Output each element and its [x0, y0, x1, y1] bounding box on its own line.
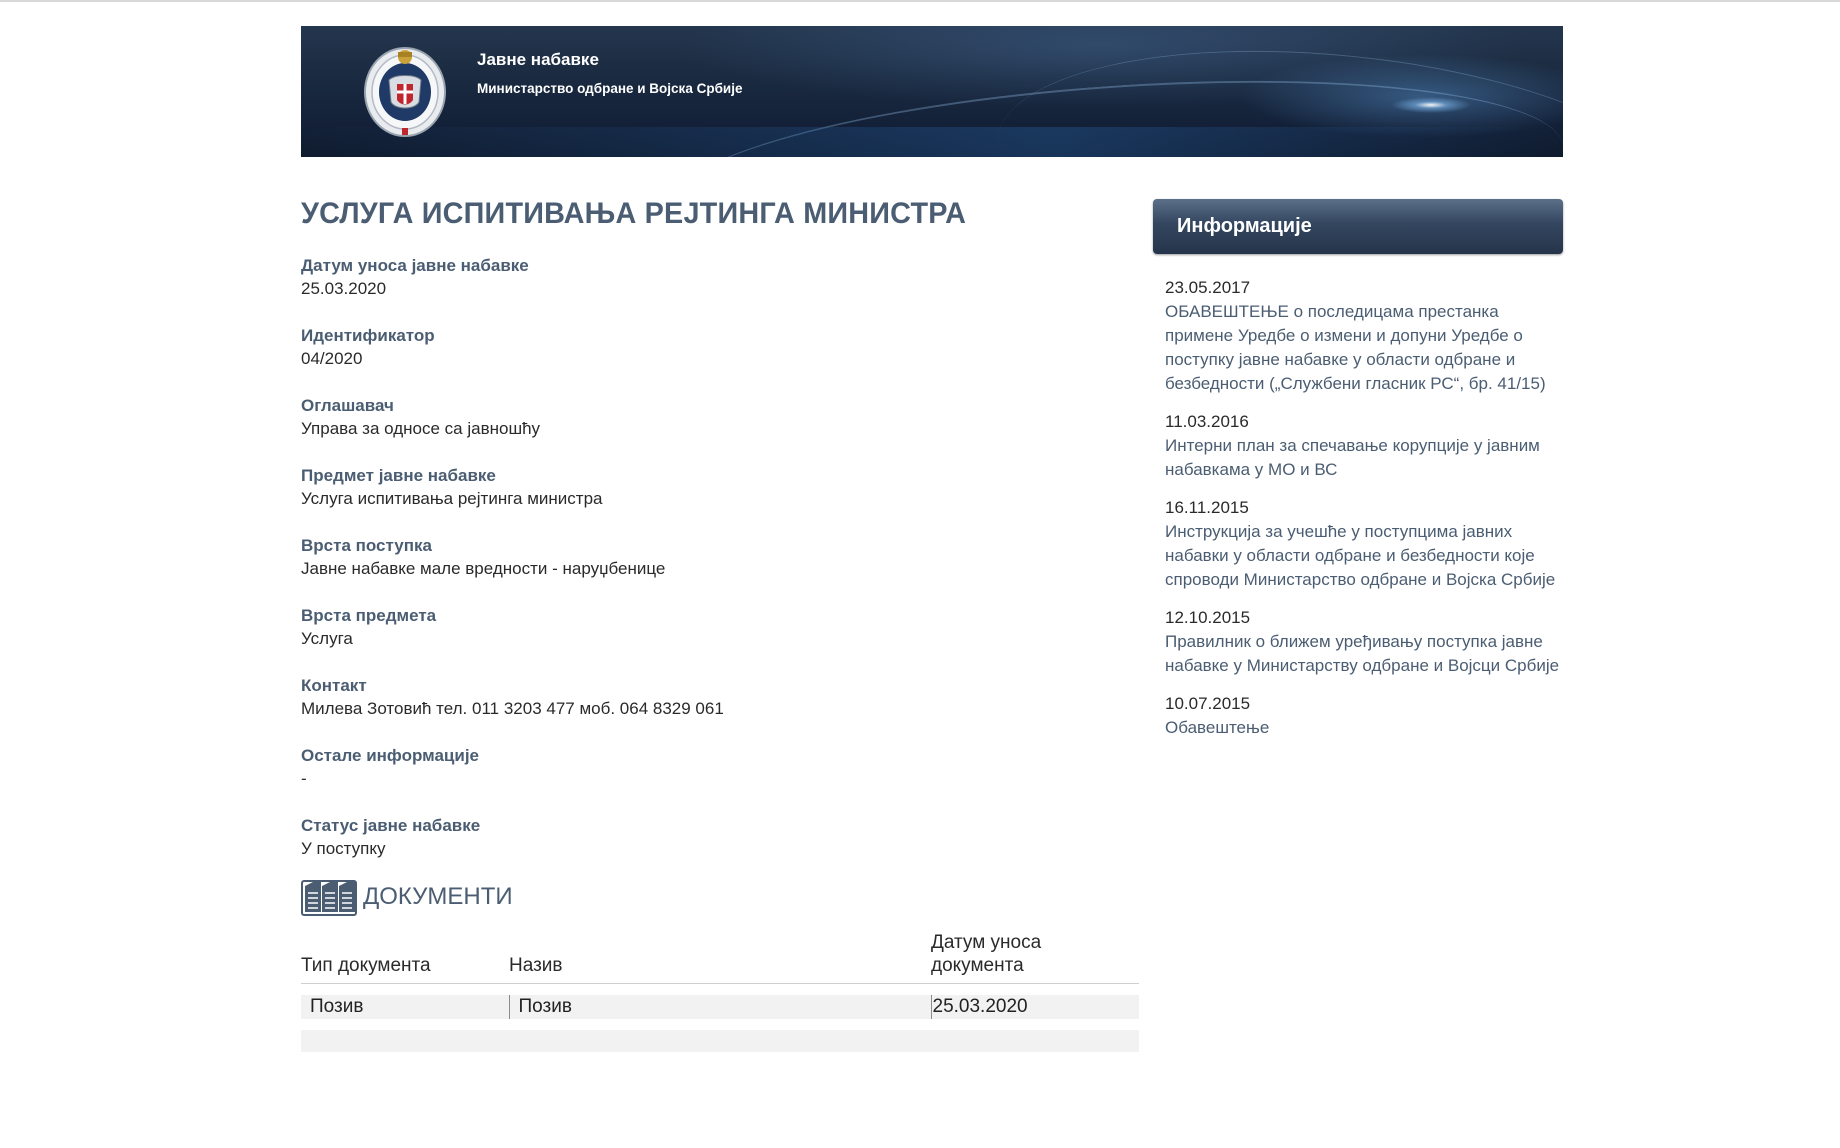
documents-header [301, 877, 1141, 917]
news-date: 23.05.2017 [1165, 278, 1251, 297]
field-value: Милева Зотовић тел. 011 3203 477 моб. 064 8329 061 [301, 699, 724, 718]
field-value: Управа за односе са јавношћу [301, 419, 541, 438]
field-value: Услуга [301, 629, 353, 648]
field-status [301, 815, 1141, 861]
info-sidebar [1153, 199, 1563, 754]
field-value: У поступку [301, 839, 386, 858]
field-label: Остале информације [301, 746, 480, 765]
ministry-emblem-icon[interactable] [363, 40, 447, 140]
info-header [1153, 199, 1563, 254]
news-date: 10.07.2015 [1165, 694, 1251, 713]
field-advertiser [301, 395, 1141, 441]
news-date: 11.03.2016 [1165, 412, 1249, 431]
news-link[interactable]: Обавештење [1165, 718, 1270, 737]
field-label: Контакт [301, 676, 367, 695]
info-title: Информације [1177, 215, 1312, 237]
field-label: Статус јавне набавке [301, 816, 481, 835]
field-identifier [301, 325, 1141, 371]
field-value: 25.03.2020 [301, 279, 387, 298]
news-link[interactable]: Правилник о ближем уређивању поступка јавне набавке у Министарству одбране и Војсци Србије [1165, 632, 1560, 675]
field-other-info [301, 745, 1141, 791]
column-header-date: Датум уноса документа [931, 931, 1139, 984]
field-entry-date [301, 255, 1141, 301]
field-label: Датум уноса јавне набавке [301, 256, 529, 275]
column-header-doc-type: Тип документа [301, 931, 509, 984]
field-label: Предмет јавне набавке [301, 466, 496, 485]
documents-icon [301, 878, 357, 916]
field-value: 04/2020 [301, 349, 363, 368]
site-subtitle: Министарство одбране и Војска Србије [477, 81, 743, 96]
field-value: - [301, 769, 307, 788]
list-item[interactable] [1165, 606, 1563, 678]
news-link[interactable]: ОБАВЕШТЕЊЕ о последицама престанка примене Уредбе о измени и допуни Уредбе о поступку јавне набавке у области одбране и безбедности („Службени гласник РС“, бр. 41/15) [1165, 302, 1546, 393]
news-link[interactable]: Инструкција за учешће у поступцима јавних набавки у области одбране и безбедности које спроводи Министарство одбране и Војска Србије [1165, 522, 1556, 589]
info-list [1153, 276, 1563, 740]
table-row-empty [301, 1030, 1139, 1052]
page-title: УСЛУГА ИСПИТИВАЊА РЕЈТИНГА МИНИСТРА [301, 197, 967, 230]
field-subject-type [301, 605, 1141, 651]
news-date: 16.11.2015 [1165, 498, 1249, 517]
procurement-details [301, 197, 1141, 1052]
field-procedure-type [301, 535, 1141, 581]
cell-doc-type: Позив [301, 995, 509, 1019]
field-label: Идентификатор [301, 326, 435, 345]
list-item[interactable] [1165, 692, 1563, 740]
field-label: Врста поступка [301, 536, 432, 555]
documents-table [301, 931, 1139, 1052]
field-label: Врста предмета [301, 606, 437, 625]
field-label: Оглашавач [301, 396, 394, 415]
field-value: Јавне набавке мале вредности - наруџбенице [301, 559, 666, 578]
page-wrapper [301, 26, 1563, 1017]
site-title[interactable]: Јавне набавке [477, 50, 599, 69]
list-item[interactable] [1165, 496, 1563, 592]
field-contact [301, 675, 1141, 721]
cell-doc-date: 25.03.2020 [931, 995, 1139, 1019]
news-date: 12.10.2015 [1165, 608, 1251, 627]
header-banner [301, 26, 1563, 157]
list-item[interactable] [1165, 410, 1563, 482]
column-header-name: Назив [509, 931, 931, 984]
list-item[interactable] [1165, 276, 1563, 396]
documents-title: ДОКУМЕНТИ [363, 883, 513, 910]
field-subject [301, 465, 1141, 511]
table-row[interactable] [301, 995, 1139, 1019]
cell-doc-name[interactable]: Позив [509, 995, 931, 1019]
news-link[interactable]: Интерни план за спечавање корупције у јавним набавкама у МО и ВС [1165, 436, 1540, 479]
field-value: Услуга испитивања рејтинга министра [301, 489, 603, 508]
